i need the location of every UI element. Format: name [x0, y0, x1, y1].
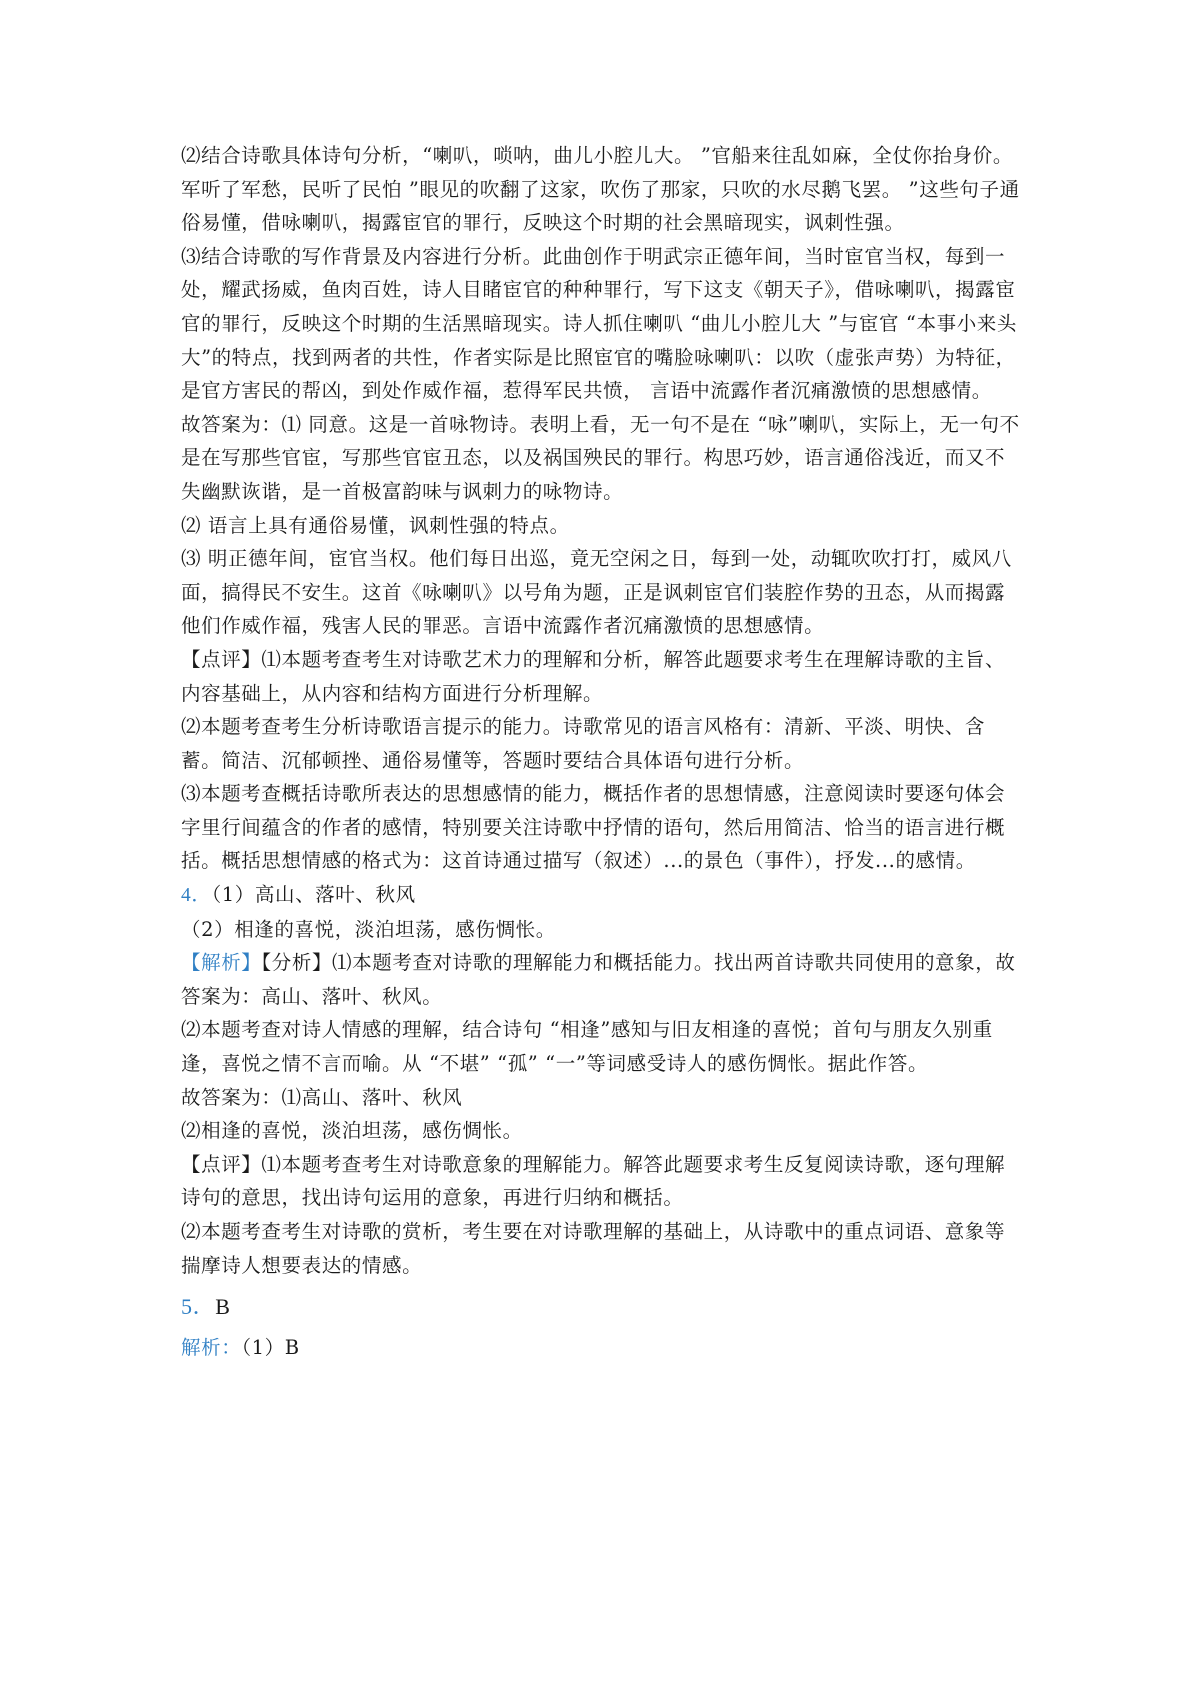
q5-jiexi-line	[181, 1331, 1021, 1365]
q5-jiexi-label: 解析：	[181, 1336, 242, 1360]
q3-answer-3: ⑶ 明正德年间，宦官当权。他们每日出巡，竟无空闲之日，每到一处，动辄吹吹打打，威风八面，搞得民不安生。这首《咏喇叭》以号角为题，正是讽刺宦官们装腔作势的丑态，从而揭露他们作威作福，残害人民的罪恶。言语中流露作者沉痛激愤的思想感情。	[181, 547, 1012, 638]
q3-analysis-point-3: ⑶结合诗歌的写作背景及内容进行分析。此曲创作于明武宗正德年间，当时宦官当权，每到一处，耀武扬威，鱼肉百姓，诗人目睹宦官的种种罪行，写下这支《朝天子》，借咏喇叭，揭露宦官的罪行，反映这个时期的生活黑暗现实。诗人抓住喇叭 “曲儿小腔儿大 ”与宦官 “本事小来头大”的特点，找到两者的共性，作者实际是比照宦官的嘴脸咏喇叭：以吹（虚张声势）为特征，是官方害民的帮凶，到处作威作福，惹得军民共愤， 言语中流露作者沉痛激愤的思想感情。	[181, 244, 1018, 403]
q4-number: 4．	[181, 885, 212, 907]
q3-answer-2: ⑵ 语言上具有通俗易懂，讽刺性强的特点。	[181, 513, 570, 537]
document-page	[181, 139, 1021, 1365]
q4-final-answer-1: 故答案为：⑴高山、落叶、秋风	[181, 1085, 463, 1109]
q4-analysis-1: 【分析】⑴本题考查对诗歌的理解能力和概括能力。找出两首诗歌共同使用的意象，故答案为：高山、落叶、秋风。	[181, 951, 1016, 1008]
q4-comment-2: ⑵本题考查考生对诗歌的赏析，考生要在对诗歌理解的基础上，从诗歌中的重点词语、意象等揣摩诗人想要表达的情感。	[181, 1220, 1006, 1277]
q3-comment-1: 【点评】⑴本题考查考生对诗歌艺术力的理解和分析，解答此题要求考生在理解诗歌的主旨、内容基础上，从内容和结构方面进行分析理解。	[181, 647, 1006, 705]
q4-jiexi-tag: 【解析】	[181, 951, 262, 975]
q3-answer-1: 故答案为：⑴ 同意。这是一首咏物诗。表明上看，无一句不是在 “咏”喇叭，实际上，无一句不是在写那些官宦，写那些官宦丑态，以及祸国殃民的罪行。构思巧妙，语言通俗浅近，而又不失幽默诙谐，是一首极富韵味与讽刺力的咏物诗。	[181, 412, 1020, 503]
q4-answer-1: （1）高山、落叶、秋风	[211, 883, 416, 907]
q4-answer-2: （2）相逢的喜悦，淡泊坦荡，感伤惆怅。	[181, 917, 556, 941]
q4-heading	[181, 878, 1021, 913]
q5-heading	[181, 1288, 1021, 1327]
q4-analysis-2: ⑵本题考查对诗人情感的理解，结合诗句 “相逢”感知与旧友相逢的喜悦；首句与朋友久别重逢，喜悦之情不言而喻。从 “不堪” “孤” “一”等词感受诗人的感伤惆怅。据此作答。	[181, 1018, 993, 1076]
q4-analysis-1-line	[181, 946, 1021, 1013]
q3-comment-3: ⑶本题考查概括诗歌所表达的思想感情的能力，概括作者的思想情感，注意阅读时要逐句体会字里行间蕴含的作者的感情，特别要关注诗歌中抒情的语句，然后用简洁、恰当的语言进行概括。概括思想情感的格式为：这首诗通过描写（叙述）...的景色（事件），抒发...的感情。	[181, 782, 1006, 873]
q5-jiexi-value: （1）B	[241, 1336, 300, 1360]
q5-number: 5．	[181, 1294, 216, 1320]
q5-answer: B	[215, 1294, 231, 1320]
q4-final-answer-2: ⑵相逢的喜悦，淡泊坦荡，感伤惆怅。	[181, 1119, 523, 1143]
q3-analysis-point-2: ⑵结合诗歌具体诗句分析，“喇叭，唢呐，曲儿小腔儿大。 ”官船来往乱如麻，全仗你抬身价。军听了军愁，民听了民怕 ”眼见的吹翻了这家，吹伤了那家，只吹的水尽鹅飞罢。 ”这些句子通俗易懂，借咏喇叭，揭露宦官的罪行，反映这个时期的社会黑暗现实，讽刺性强。	[181, 144, 1020, 235]
q4-comment-1: 【点评】⑴本题考查考生对诗歌意象的理解能力。解答此题要求考生反复阅读诗歌，逐句理解诗句的意思，找出诗句运用的意象，再进行归纳和概括。	[181, 1152, 1006, 1210]
q3-comment-2: ⑵本题考查考生分析诗歌语言提示的能力。诗歌常见的语言风格有：清新、平淡、明快、含蓄。简洁、沉郁顿挫、通俗易懂等，答题时要结合具体语句进行分析。	[181, 715, 986, 772]
